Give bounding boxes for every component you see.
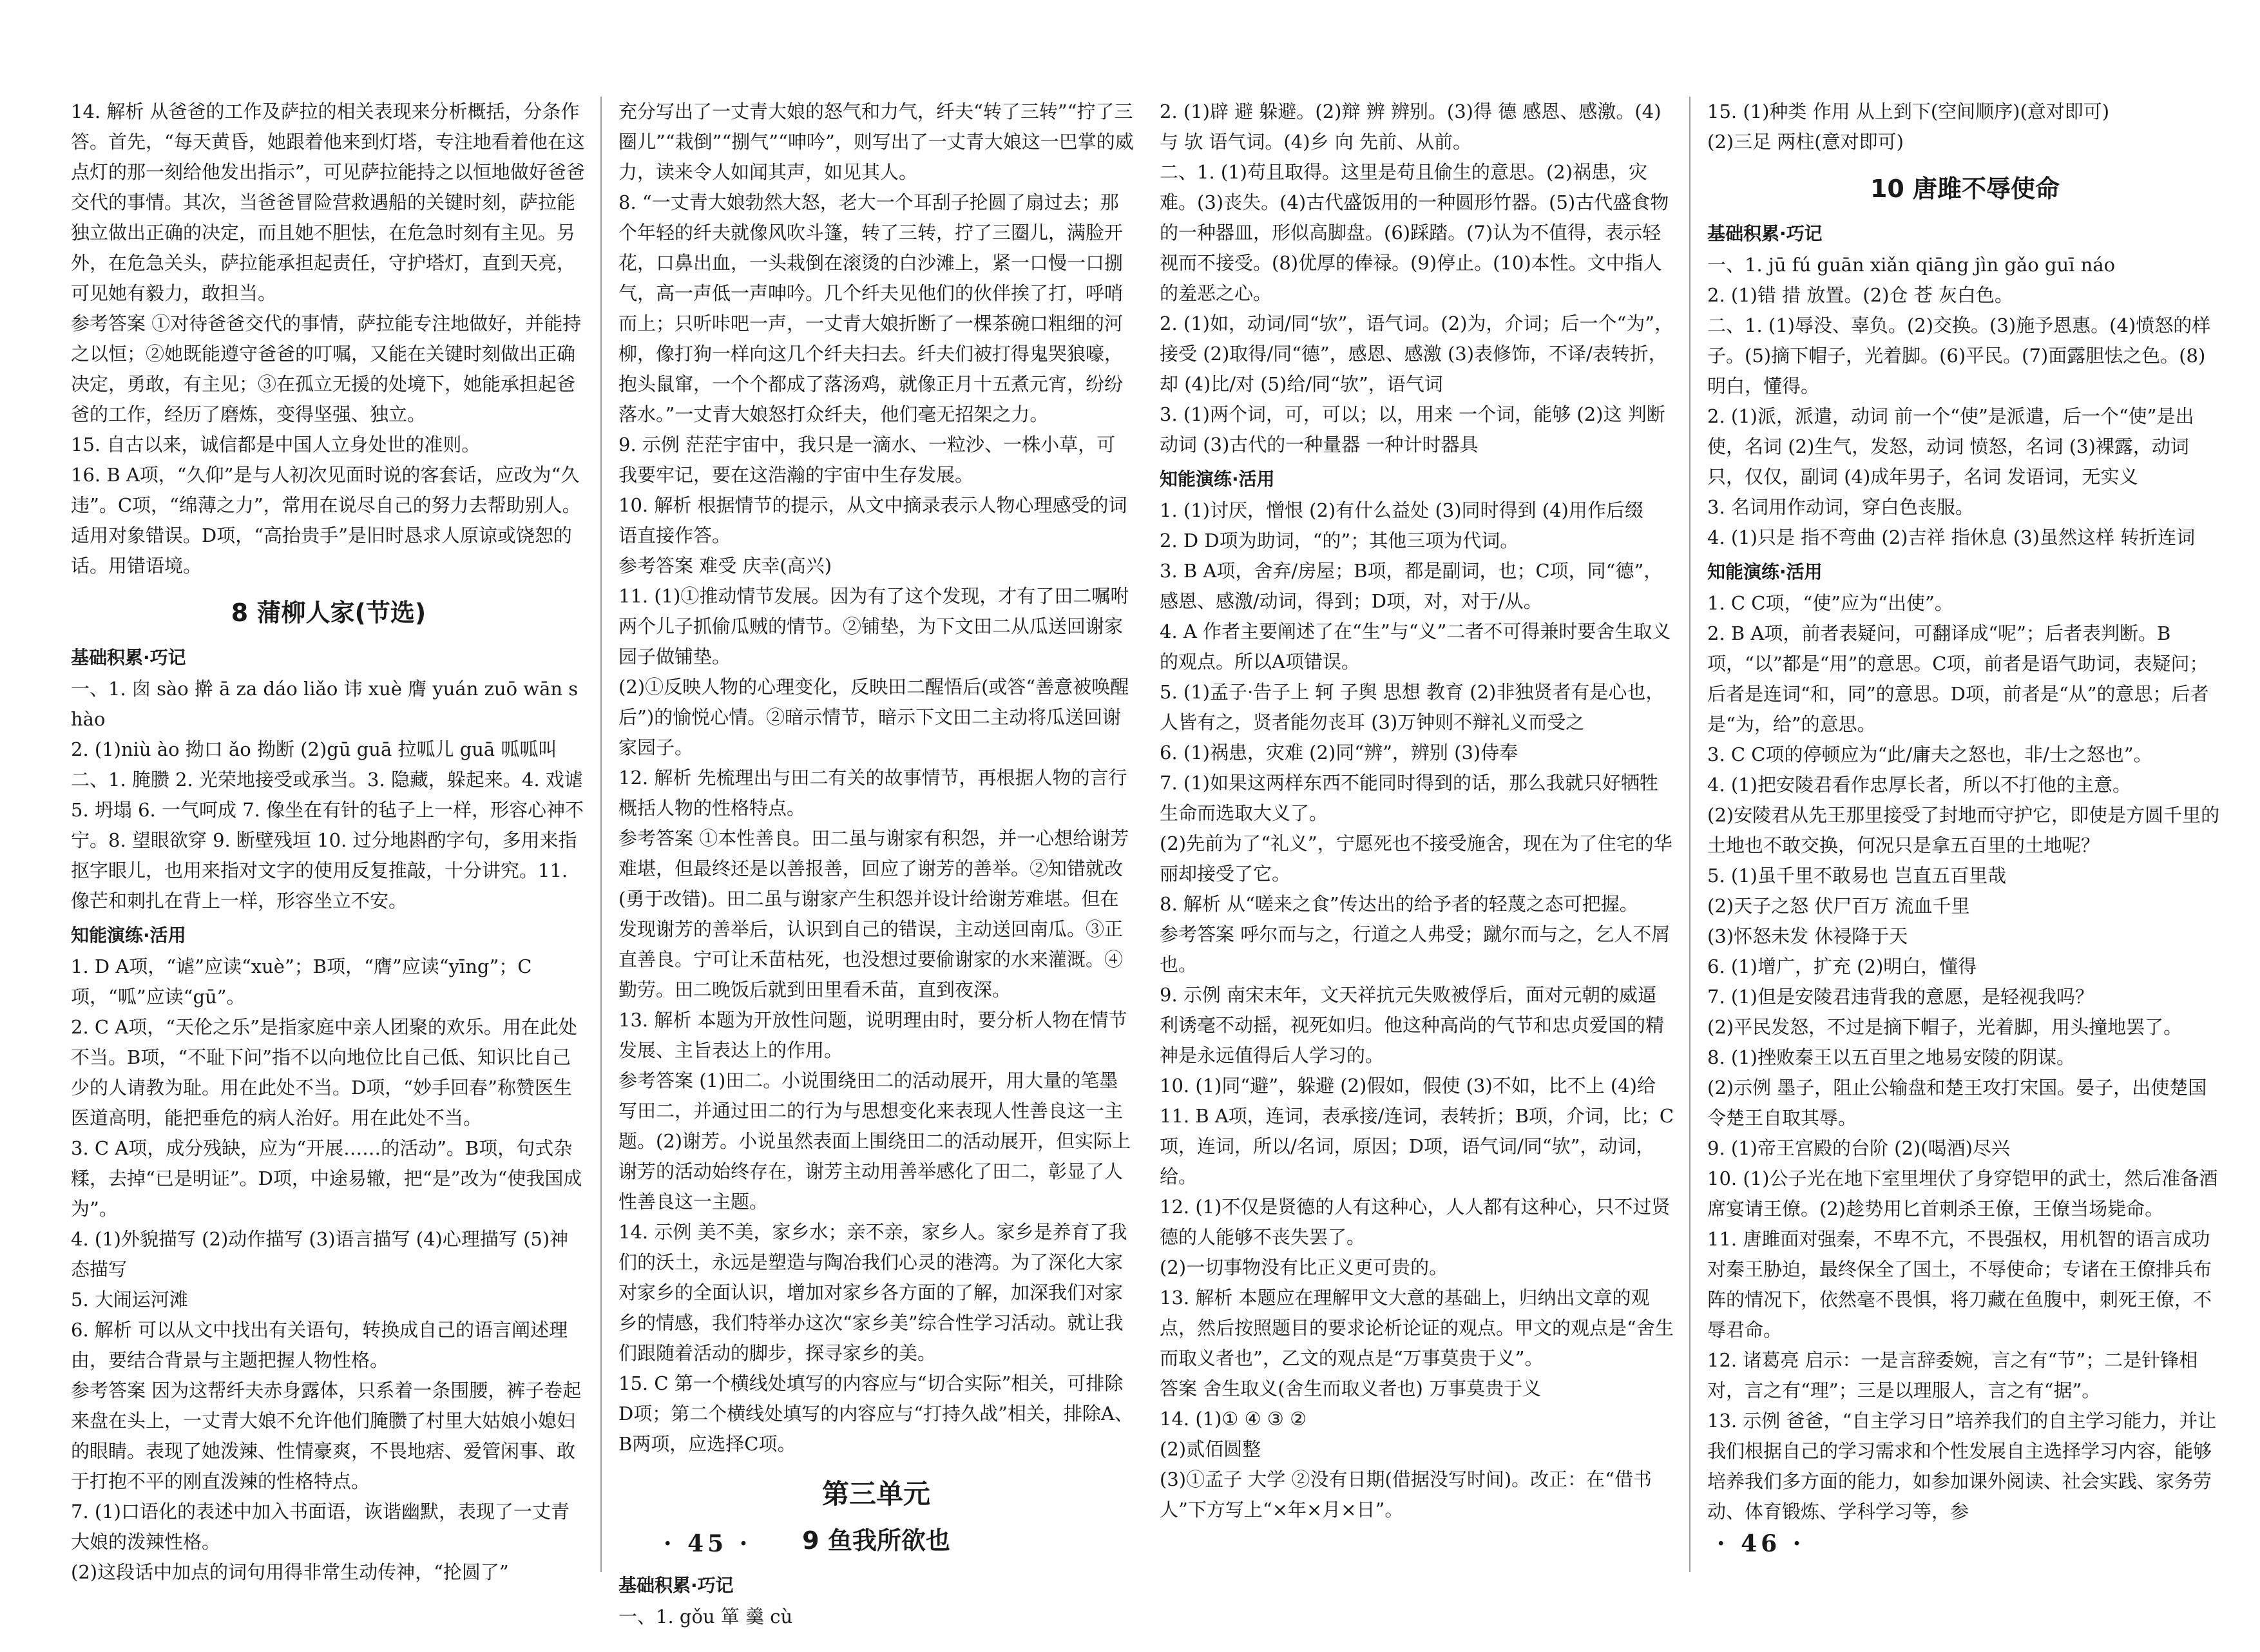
right-page [1160,97,2223,1598]
answer-paragraph: 10. (1)公子光在地下室里埋伏了身穿铠甲的武士，然后准备酒席宴请王僚。(2)趁势用匕首刺杀王僚，王僚当场毙命。 [1707,1167,2218,1220]
answer-paragraph: 14. (1)① ④ ③ ② [1160,1408,1307,1430]
answer-paragraph: 15. (1)种类 作用 从上到下(空间顺序)(意对即可) [1707,101,2110,122]
answer-paragraph: 参考答案 (1)田二。小说围绕田二的活动展开，用大量的笔墨写田二，并通过田二的行为与思想变化来表现人性善良这一主题。(2)谢芳。小说虽然表面上围绕田二的活动展开，但实际上谢芳的活动始终存在，谢芳主动用善举感化了田二，彰显了人性善良这一主题。 [618,1070,1131,1213]
left-page [71,97,1134,1628]
answer-paragraph: 一、1. 囱 sào 擀 ā za dáo liǎo 讳 xuè 膺 yuán zuō wān shào [71,678,579,730]
answer-paragraph: (3)怀怒未发 休祲降于天 [1707,925,1908,947]
answer-paragraph: 参考答案 呼尔而与之，行道之人弗受；蹴尔而与之，乞人不屑也。 [1160,923,1671,975]
answer-paragraph: 一、1. jū fú guān xiǎn qiāng jìn gǎo guī náo [1707,254,2116,276]
answer-paragraph: 1. C C项，“使”应为“出使”。 [1707,592,1953,614]
page-number-left: · 45 · [664,1530,752,1557]
answer-paragraph: 11. 唐雎面对强秦，不卑不亢，不畏强权，用机智的语言成功对秦王胁迫，最终保全了国土，不辱使命；专诸在王僚排兵布阵的情况下，依然毫不畏惧，将刀藏在鱼腹中，刺死王僚，不辱君命。 [1707,1228,2212,1341]
section-heading: 基础积累·巧记 [1707,223,1823,244]
answer-paragraph: 2. B A项，前者表疑问，可翻译成“呢”；后者表判断。B项，“以”都是“用”的意思。C项，前者是语气助词，表疑问；后者是连词“和，同”的意思。D项，前者是“从”的意思；后者是“为，给”的意思。 [1707,622,2209,735]
answer-paragraph: (2)示例 墨子，阻止公输盘和楚王攻打宋国。晏子，出使楚国令楚王自取其辱。 [1707,1077,2207,1129]
answer-paragraph: 13. 示例 爸爸，“自主学习日”培养我们的自主学习能力，并让我们根据自己的学习需求和个性发展自主选择学习内容，能够培养我们多方面的能力，如参加课外阅读、社会实践、家务劳动、体育锻炼、学科学习等，参 [1707,1410,2217,1522]
answer-paragraph: 2. (1)错 措 放置。(2)仓 苍 灰白色。 [1707,284,2013,306]
answer-paragraph: 10. 解析 根据情节的提示，从文中摘录表示人物心理感受的词语直接作答。 [618,494,1127,546]
right-page-column-1 [1160,97,1675,1579]
section-heading: 知能演练·活用 [1707,561,1823,582]
answer-paragraph: (2)先前为了“礼义”，宁愿死也不接受施舍，现在为了住宅的华丽却接受了它。 [1160,832,1672,885]
answer-paragraph: 7. (1)如果这两样东西不能同时得到的话，那么我就只好牺牲生命而选取大义了。 [1160,772,1658,824]
answer-paragraph: 12. 解析 先梳理出与田二有关的故事情节，再根据人物的言行概括人物的性格特点。 [618,767,1127,819]
page-number-right: · 46 · [1717,1530,1805,1557]
section-heading: 知能演练·活用 [1160,468,1275,490]
answer-paragraph: (3)①孟子 大学 ②没有日期(借据没写时间)。改正：在“借书人”下方写上“×年×月×日”。 [1160,1468,1652,1521]
answer-paragraph: 二、1. (1)苟且取得。这里是苟且偷生的意思。(2)祸患，灾难。(3)丧失。(4)古代盛饭用的一种圆形竹器。(5)古代盛食物的一种器皿，形似高脚盘。(6)踩踏。(7)认为不值得，表示轻视而不接受。(8)优厚的俸禄。(9)停止。(10)本性。文中指人的羞恶之心。 [1160,161,1669,304]
answer-paragraph: 3. C A项，成分残缺，应为“开展……的活动”。B项，句式杂糅，去掉“已是明证”。D项，中途易辙，把“是”改为“使我国成为”。 [71,1137,582,1220]
left-page-column-2 [618,97,1134,1628]
answer-paragraph: 7. (1)口语化的表述中加入书面语，诙谐幽默，表现了一丈青大娘的泼辣性格。 [71,1501,570,1553]
answer-paragraph: (2)三足 两柱(意对即可) [1707,131,1904,153]
lesson-title: 10 唐雎不辱使命 [1870,175,2060,203]
lesson-title: 8 蒲柳人家(节选) [231,599,426,627]
answer-paragraph: 12. (1)不仅是贤德的人有这种心，人人都有这种心，只不过贤德的人能够不丧失罢了。 [1160,1196,1671,1248]
answer-paragraph: 2. D D项为助词，“的”；其他三项为代词。 [1160,530,1519,552]
section-heading: 知能演练·活用 [71,925,186,946]
answer-paragraph: 3. 名词用作动词，穿白色丧服。 [1707,496,1974,518]
answer-paragraph: 6. 解析 可以从文中找出有关语句，转换成自己的语言阐述理由，要结合背景与主题把握人物性格。 [71,1319,568,1371]
answer-paragraph: 14. 解析 从爸爸的工作及萨拉的相关表现来分析概括，分条作答。首先，“每天黄昏，她跟着他来到灯塔，专注地看着他在这点灯的那一刻给他发出指示”，可见萨拉能持之以恒地做好爸爸交代的事情。其次，当爸爸冒险营救遇船的关键时刻，萨拉能独立做出正确的决定，而且她不胆怯，在危急时刻有主见。另外，在危急关头，萨拉能承担起责任，守护塔灯，直到天亮，可见她有毅力，敢担当。 [71,101,585,304]
answer-paragraph: (2)平民发怒，不过是摘下帽子，光着脚，用头撞地罢了。 [1707,1016,2183,1038]
answer-paragraph: 3. C C项的停顿应为“此/庸夫之怒也，非/士之怒也”。 [1707,744,2152,765]
answer-paragraph: 8. 解析 从“嗟来之食”传达出的给予者的轻蔑之态可把握。 [1160,893,1638,915]
answer-paragraph: 16. B A项，“久仰”是与人初次见面时说的客套话，应改为“久违”。C项，“绵薄之力”，常用在说尽自己的努力去帮助别人。适用对象错误。D项，“高抬贵手”是旧时恳求人原谅或饶恕的话。用错语境。 [71,464,581,577]
answer-paragraph: 答案 舍生取义(舍生而取义者也) 万事莫贵于义 [1160,1378,1542,1399]
answer-paragraph: 2. C A项，“天伦之乐”是指家庭中亲人团聚的欢乐。用在此处不当。B项，“不耻下问”指不以向地位比自己低、知识比自己少的人请教为耻。用在此处不当。D项，“妙手回春”称赞医生医道高明，能把垂危的病人治好。用在此处不当。 [71,1016,577,1129]
answer-paragraph: 12. 诸葛亮 启示：一是言辞委婉，言之有“节”；二是针锋相对，言之有“理”；三是以理服人，言之有“据”。 [1707,1349,2198,1401]
lesson-title: 9 鱼我所欲也 [802,1526,950,1555]
answer-paragraph: 参考答案 ①本性善良。田二虽与谢家有积怨，并一心想给谢芳难堪，但最终还是以善报善，回应了谢芳的善举。②知错就改(勇于改错)。田二虽与谢家产生积怨并设计给谢芳难堪。但在发现谢芳的善举后，认识到自己的错误，主动送回南瓜。③正直善良。宁可让禾苗枯死，也没想过要偷谢家的水来灌溉。④勤劳。田二晚饭后就到田里看禾苗，直到夜深。 [618,827,1129,1001]
answer-paragraph: 11. B A项，连词，表承接/连词，表转折；B项，介词，比；C项，连词，所以/名词，原因；D项，语气词/同“欤”，动词，给。 [1160,1105,1674,1187]
answer-paragraph: 4. A 作者主要阐述了在“生”与“义”二者不可得兼时要舍生取义的观点。所以A项错误。 [1160,620,1671,673]
answer-paragraph: 二、1. (1)辱没、辜负。(2)交换。(3)施予恩惠。(4)愤怒的样子。(5)摘下帽子，光着脚。(6)平民。(7)面露胆怯之色。(8)明白，懂得。 [1707,314,2211,397]
answer-paragraph: 4. (1)把安陵君看作忠厚长者，所以不打他的主意。 [1707,774,2131,796]
answer-paragraph: 8. (1)挫败秦王以五百里之地易安陵的阴谋。 [1707,1046,2075,1068]
answer-paragraph: 1. (1)讨厌，憎恨 (2)有什么益处 (3)同时得到 (4)用作后缀 [1160,499,1643,521]
column-divider [600,97,602,1572]
answer-paragraph: 9. 示例 南宋末年，文天祥抗元失败被俘后，面对元朝的威逼利诱毫不动摇，视死如归。他这种高尚的气节和忠贞爱国的精神是永远值得后人学习的。 [1160,984,1665,1066]
answer-paragraph: 9. 示例 茫茫宇宙中，我只是一滴水、一粒沙、一株小草，可我要牢记，要在这浩瀚的宇宙中生存发展。 [618,434,1116,486]
answer-paragraph: 6. (1)增广，扩充 (2)明白，懂得 [1707,956,1977,977]
answer-paragraph: 6. (1)祸患，灾难 (2)同“辨”，辨别 (3)侍奉 [1160,742,1518,764]
answer-paragraph: 参考答案 ①对待爸爸交代的事情，萨拉能专注地做好，并能持之以恒；②她既能遵守爸爸的叮嘱，又能在关键时刻做出正确决定，勇敢，有主见；③在孤立无援的处境下，她能承担起爸爸的工作，经历了磨炼，变得坚强、独立。 [71,312,582,425]
answer-paragraph: 4. (1)只是 指不弯曲 (2)吉祥 指休息 (3)虽然这样 转折连词 [1707,526,2196,548]
answer-paragraph: 9. (1)帝王宫殿的台阶 (2)(喝酒)尽兴 [1707,1137,2010,1159]
answer-paragraph: 5. 大闹运河滩 [71,1289,188,1311]
answer-paragraph: 5. (1)孟子·告子上 轲 子舆 思想 教育 (2)非独贤者有是心也，人皆有之，贤者能勿丧耳 (3)万钟则不辩礼义而受之 [1160,681,1665,733]
answer-paragraph: (2)这段话中加点的词句用得非常生动传神，“抡圆了” [71,1561,509,1583]
answer-paragraph: 15. 自古以来，诚信都是中国人立身处世的准则。 [71,434,481,456]
answer-paragraph: 4. (1)外貌描写 (2)动作描写 (3)语言描写 (4)心理描写 (5)神态描写 [71,1228,569,1280]
answer-paragraph: 11. (1)①推动情节发展。因为有了这个发现，才有了田二嘱咐两个儿子抓偷瓜贼的情节。②铺垫，为下文田二从瓜送回谢家园子做铺垫。 [618,585,1129,668]
answer-paragraph: 参考答案 难受 庆幸(高兴) [618,555,832,577]
answer-paragraph: 10. (1)同“避”，躲避 (2)假如，假使 (3)不如，比不上 (4)给 [1160,1075,1656,1097]
answer-paragraph: (2)贰佰圆整 [1160,1438,1261,1460]
answer-paragraph: 13. 解析 本题应在理解甲文大意的基础上，归纳出文章的观点，然后按照题目的要求论析论证的观点。甲文的观点是“舍生而取义者也”，乙文的观点是“万事莫贵于义”。 [1160,1287,1674,1369]
left-page-column-1 [71,97,586,1583]
answer-paragraph: 2. (1)辟 避 躲避。(2)辩 辨 辨别。(3)得 德 感恩、感激。(4)与 欤 语气词。(4)乡 向 先前、从前。 [1160,101,1661,153]
answer-paragraph: 参考答案 因为这帮纤夫赤身露体，只系着一条围腰，裤子卷起来盘在头上，一丈青大娘不允许他们腌臜了村里大姑娘小媳妇的眼睛。表现了她泼辣、性情豪爽，不畏地痞、爱管闲事、敢于打抱不平的刚直泼辣的性格特点。 [71,1379,582,1492]
answer-paragraph: 充分写出了一丈青大娘的怒气和力气，纤夫“转了三转”“拧了三圈儿”“栽倒”“捌气”“呻吟”，则写出了一丈青大娘这一巴掌的威力，读来令人如闻其声，如见其人。 [618,101,1134,183]
answer-paragraph: 7. (1)但是安陵君违背我的意愿，是轻视我吗？ [1707,986,2094,1008]
answer-paragraph: (2)天子之怒 伏尸百万 流血千里 [1707,895,1970,917]
answer-paragraph: 3. B A项，舍弃/房屋；B项，都是副词，也；C项，同“德”，感恩、感激/动词，得到；D项，对，对于/从。 [1160,560,1663,612]
right-page-column-2 [1707,97,2223,1579]
answer-paragraph: 13. 解析 本题为开放性问题，说明理由时，要分析人物在情节发展、主旨表达上的作用。 [618,1009,1127,1061]
answer-paragraph: 1. D A项，“谑”应读“xuè”；B项，“膺”应读“yīng”；C项，“呱”应读“gū”。 [71,956,532,1008]
answer-paragraph: 15. C 第一个横线处填写的内容应与“切合实际”相关，可排除D项；第二个横线处填写的内容应与“打持久战”相关，排除A、B两项，应选择C项。 [618,1372,1133,1455]
answer-paragraph: (2)一切事物没有比正义更可贵的。 [1160,1256,1448,1278]
answer-paragraph: 3. (1)两个词，可，可以；以，用来 一个词，能够 (2)这 判断动词 (3)古代的一种量器 一种计时器具 [1160,403,1665,456]
answer-paragraph: 一、1. gǒu 箪 羹 cù [618,1606,793,1628]
section-heading: 基础积累·巧记 [71,647,186,668]
answer-paragraph: 2. (1)如，动词/同“欤”，语气词。(2)为，介词；后一个“为”，接受 (2)取得/同“德”，感恩、感激 (3)表修饰，不译/表转折，却 (4)比/对 (5)给/同“欤”，语气词 [1160,312,1674,395]
column-divider [1689,97,1690,1572]
answer-paragraph: 14. 示例 美不美，家乡水；亲不亲，家乡人。家乡是养育了我们的沃土，永远是塑造与陶冶我们心灵的港湾。为了深化大家对家乡的全面认识，增加对家乡各方面的了解，加深我们对家乡的情感，我们特举办这次“家乡美”综合性学习活动。就让我们跟随着活动的脚步，探寻家乡的美。 [618,1221,1127,1364]
unit-title: 第三单元 [821,1478,930,1510]
answer-paragraph: 5. (1)虽千里不敢易也 岂直五百里哉 [1707,865,2007,887]
answer-paragraph: 2. (1)niù ào 拗口 ǎo 拗断 (2)gū guā 拉呱儿 guā 呱呱叫 [71,738,557,760]
answer-paragraph: 2. (1)派，派遣，动词 前一个“使”是派遣，后一个“使”是出使，名词 (2)生气，发怒，动词 愤怒，名词 (3)裸露，动词 只，仅仅，副词 (4)成年男子，名词 发语词，无实义 [1707,405,2194,488]
section-heading: 基础积累·巧记 [618,1575,734,1596]
answer-paragraph: 8. “一丈青大娘勃然大怒，老大一个耳刮子抡圆了扇过去；那个年轻的纤夫就像风吹斗篷，转了三转，拧了三圈儿，满脸开花，口鼻出血，一头栽倒在滚烫的白沙滩上，紧一口慢一口捌气，高一声低一声呻吟。几个纤夫见他们的伙伴挨了打，呼哨而上；只听咔吧一声，一丈青大娘折断了一棵茶碗口粗细的河柳，像打狗一样向这几个纤夫扫去。纤夫们被打得鬼哭狼嚎，抱头鼠窜，一个个都成了落汤鸡，就像正月十五煮元宵，纷纷落水。”一丈青大娘怒打众纤夫，他们毫无招架之力。 [618,191,1124,425]
answer-paragraph: (2)安陵君从先王那里接受了封地而守护它，即使是方圆千里的土地也不敢交换，何况只是拿五百里的土地呢？ [1707,804,2220,856]
answer-paragraph: (2)①反映人物的心理变化，反映田二醒悟后(或答“善意被唤醒后”)的愉悦心情。②暗示情节，暗示下文田二主动将瓜送回谢家园子。 [618,676,1129,758]
answer-paragraph: 二、1. 腌臜 2. 光荣地接受或承当。3. 隐藏，躲起来。4. 戏谑 5. 坍塌 6. 一气呵成 7. 像坐在有针的毡子上一样，形容心神不宁。8. 望眼欲穿 9. 断壁残垣 10. 过分地斟酌字句，多用来指抠字眼儿，也用来指对文字的使用反复推敲，十分讲究。11. 像芒和刺扎在背上一样，形容坐立不安。 [71,769,584,912]
